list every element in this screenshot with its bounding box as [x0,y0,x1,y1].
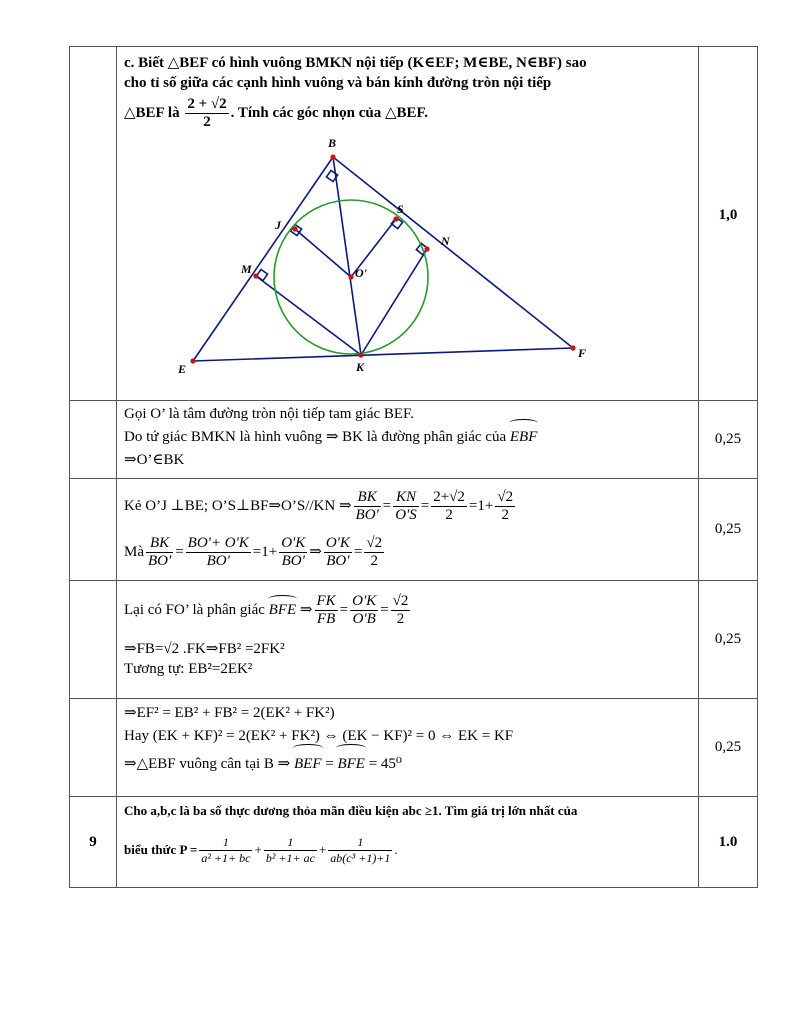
segment-NK [361,249,427,355]
label-E: E [178,362,187,373]
step4-line3-pre: ⇒△EBF vuông cân tại B ⇒ [124,756,291,772]
frac-g1: $\frac{BK}{BO'}$ [148,534,172,569]
q9-score: 1.0 [699,797,758,888]
ratio-denominator: 2 [203,114,211,131]
label-F: F [578,346,587,360]
part-c-score: 1,0 [699,47,758,401]
step4-line1: ⇒EF² = EB² + FB² = 2(EK² + FK²) [124,705,335,721]
step1-line2-text: Do tứ giác BMKN là hình vuông ⇒ BK là đường phân giác của [124,429,507,445]
segment-EF [193,348,573,361]
step2-ma: Mà [124,544,144,560]
label-M: M [241,262,252,276]
step1-line2 [117,424,698,450]
frac-g7: $\frac{√2}{2}$ [366,534,383,569]
q9-line2: biểu thức P = $\frac{1}{\text{a² +1+ bc}}$ + $\frac{1}{\text{b² +1+ ac}}$ + $\frac{1}{\text{ab(c³ +1)+1}}$ . [124,834,398,865]
row-step4 [70,699,758,797]
row-question-9 [70,797,758,888]
frac-BK-BO: $\frac{BK}{BO'}$ [355,488,379,523]
label-N: N [441,234,450,248]
step2-g3: =1+ [252,544,278,560]
segment-BE [193,157,333,361]
question-number-cell [70,47,117,401]
empty-number-cell [70,401,117,479]
angle-EBF: EBF [510,424,538,450]
frac-OK-OB: $\frac{O'K}{O'B}$ [352,592,377,627]
part-c-content [117,47,699,401]
frac-g6: $\frac{O'K}{BO'}$ [325,534,350,569]
step2-line1: Kẻ O’J ⊥BE; O’S⊥BF⇒O’S//KN ⇒ $\frac{BK}{BO'}$ = $\frac{KN}{O'S}$ = $\frac{2+√2}{2}$ =1+ $\frac{√2}{2}$ [124,488,514,523]
step3-content [117,581,699,699]
row-step2 [70,479,758,581]
frac-sqrt2-2: $\frac{√2}{2}$ [497,488,514,523]
segment-OJ [295,229,351,277]
step3-line1: Lại có FO’ là phân giác BFE ⇒ $\frac{FK}{FB}$ = $\frac{O'K}{O'B}$ = $\frac{√2}{2}$ [124,592,409,627]
step4-line3: ⇒△EBF vuông cân tại B ⇒ BEF = BFE = 45⁰ [117,749,698,779]
q9-content [117,797,699,888]
empty-number-cell [70,699,117,797]
segment-MK [256,276,361,355]
frac-ratio: $\frac{2+√2}{2}$ [433,488,465,523]
q9-term1: $\frac{1}{\text{a² +1+ bc}}$ [201,834,251,865]
q9-line1: Cho a,b,c là ba số thực dương thỏa mãn điều kiện abc ≥1. Tìm giá trị lớn nhất của [124,803,578,818]
answer-table [69,46,758,888]
step2-content [117,479,699,581]
frac-g4: $\frac{O'K}{BO'}$ [281,534,306,569]
q9-term2: $\frac{1}{\text{b² +1+ ac}}$ [265,834,315,865]
step3-line3: Tương tự: EB²=2EK² [124,661,253,677]
step4-end: = 45⁰ [368,756,402,772]
part-c-line1: c. Biết △BEF có hình vuông BMKN nội tiếp (K∈EF; M∈BE, N∈BF) sao [124,55,587,71]
part-c-line3-pre: △BEF là [124,105,180,121]
step2-line2: Mà $\frac{BK}{BO'}$ = $\frac{BO'+ O'K}{BO'}$ =1+ $\frac{O'K}{BO'}$ ⇒ $\frac{O'K}{BO'}$ = $\frac{√2}{2}$ [124,534,383,569]
frac-sqrt2: $\frac{√2}{2}$ [392,592,409,627]
label-K: K [356,360,365,373]
row-step3 [70,581,758,699]
segment-BK [333,157,361,355]
frac-KN-OS: $\frac{KN}{O'S}$ [395,488,417,523]
step2-mid: =1+ [468,498,494,514]
geometry-figure [117,133,677,373]
angle-BEF: BEF [294,749,322,779]
angle-BFE-2: BFE [337,749,365,779]
row-part-c [70,47,758,401]
label-S: S [397,202,404,216]
empty-number-cell [70,479,117,581]
figure-points [190,154,575,363]
step4-content [117,699,699,797]
frac-FK-FB: $\frac{FK}{FB}$ [316,592,336,627]
step2-pre: Kẻ O’J ⊥BE; O’S⊥BF⇒O’S//KN ⇒ [124,498,352,514]
label-J: J [275,218,281,232]
step1-line1: Gọi O’ là tâm đường tròn nội tiếp tam giác BEF. [124,406,414,422]
row-step1 [70,401,758,479]
figure-labels [177,136,586,373]
angle-BFE: BFE [268,602,297,618]
ratio-fraction [185,96,228,131]
ratio-numerator: 2 + √2 [187,96,227,113]
step3-score: 0,25 [699,581,758,699]
step1-content [117,401,699,479]
step2-g5: ⇒ [309,544,322,560]
empty-number-cell [70,581,117,699]
step4-line2: Hay (EK + KF)² = 2(EK² + FK²) ⇔ (EK − KF)² = 0 ⇔ EK = KF [124,728,514,744]
q9-term3: $\frac{1}{\text{ab(c³ +1)+1}}$ [330,834,391,865]
step3-line2: ⇒FB=√2 .FK⇒FB² =2FK² [124,641,285,657]
step4-score: 0,25 [699,699,758,797]
label-B: B [328,136,337,150]
step2-score: 0,25 [699,479,758,581]
step3-pre: Lại có FO’ là phân giác [124,602,265,618]
label-O: O' [355,266,367,280]
part-c-line2: cho tỉ số giữa các cạnh hình vuông và bán kính đường tròn nội tiếp [124,75,552,91]
question-number-9: 9 [70,797,117,888]
part-c-line3 [117,93,698,133]
frac-g2: $\frac{BO'+ O'K}{BO'}$ [187,534,249,569]
step1-score: 0,25 [699,401,758,479]
q9-expression-label: biểu thức P = [124,842,198,857]
figure-lines [193,157,573,361]
part-c-line3-post: . Tính các góc nhọn của △BEF. [230,105,429,121]
step1-line3: ⇒O’∈BK [124,452,185,468]
